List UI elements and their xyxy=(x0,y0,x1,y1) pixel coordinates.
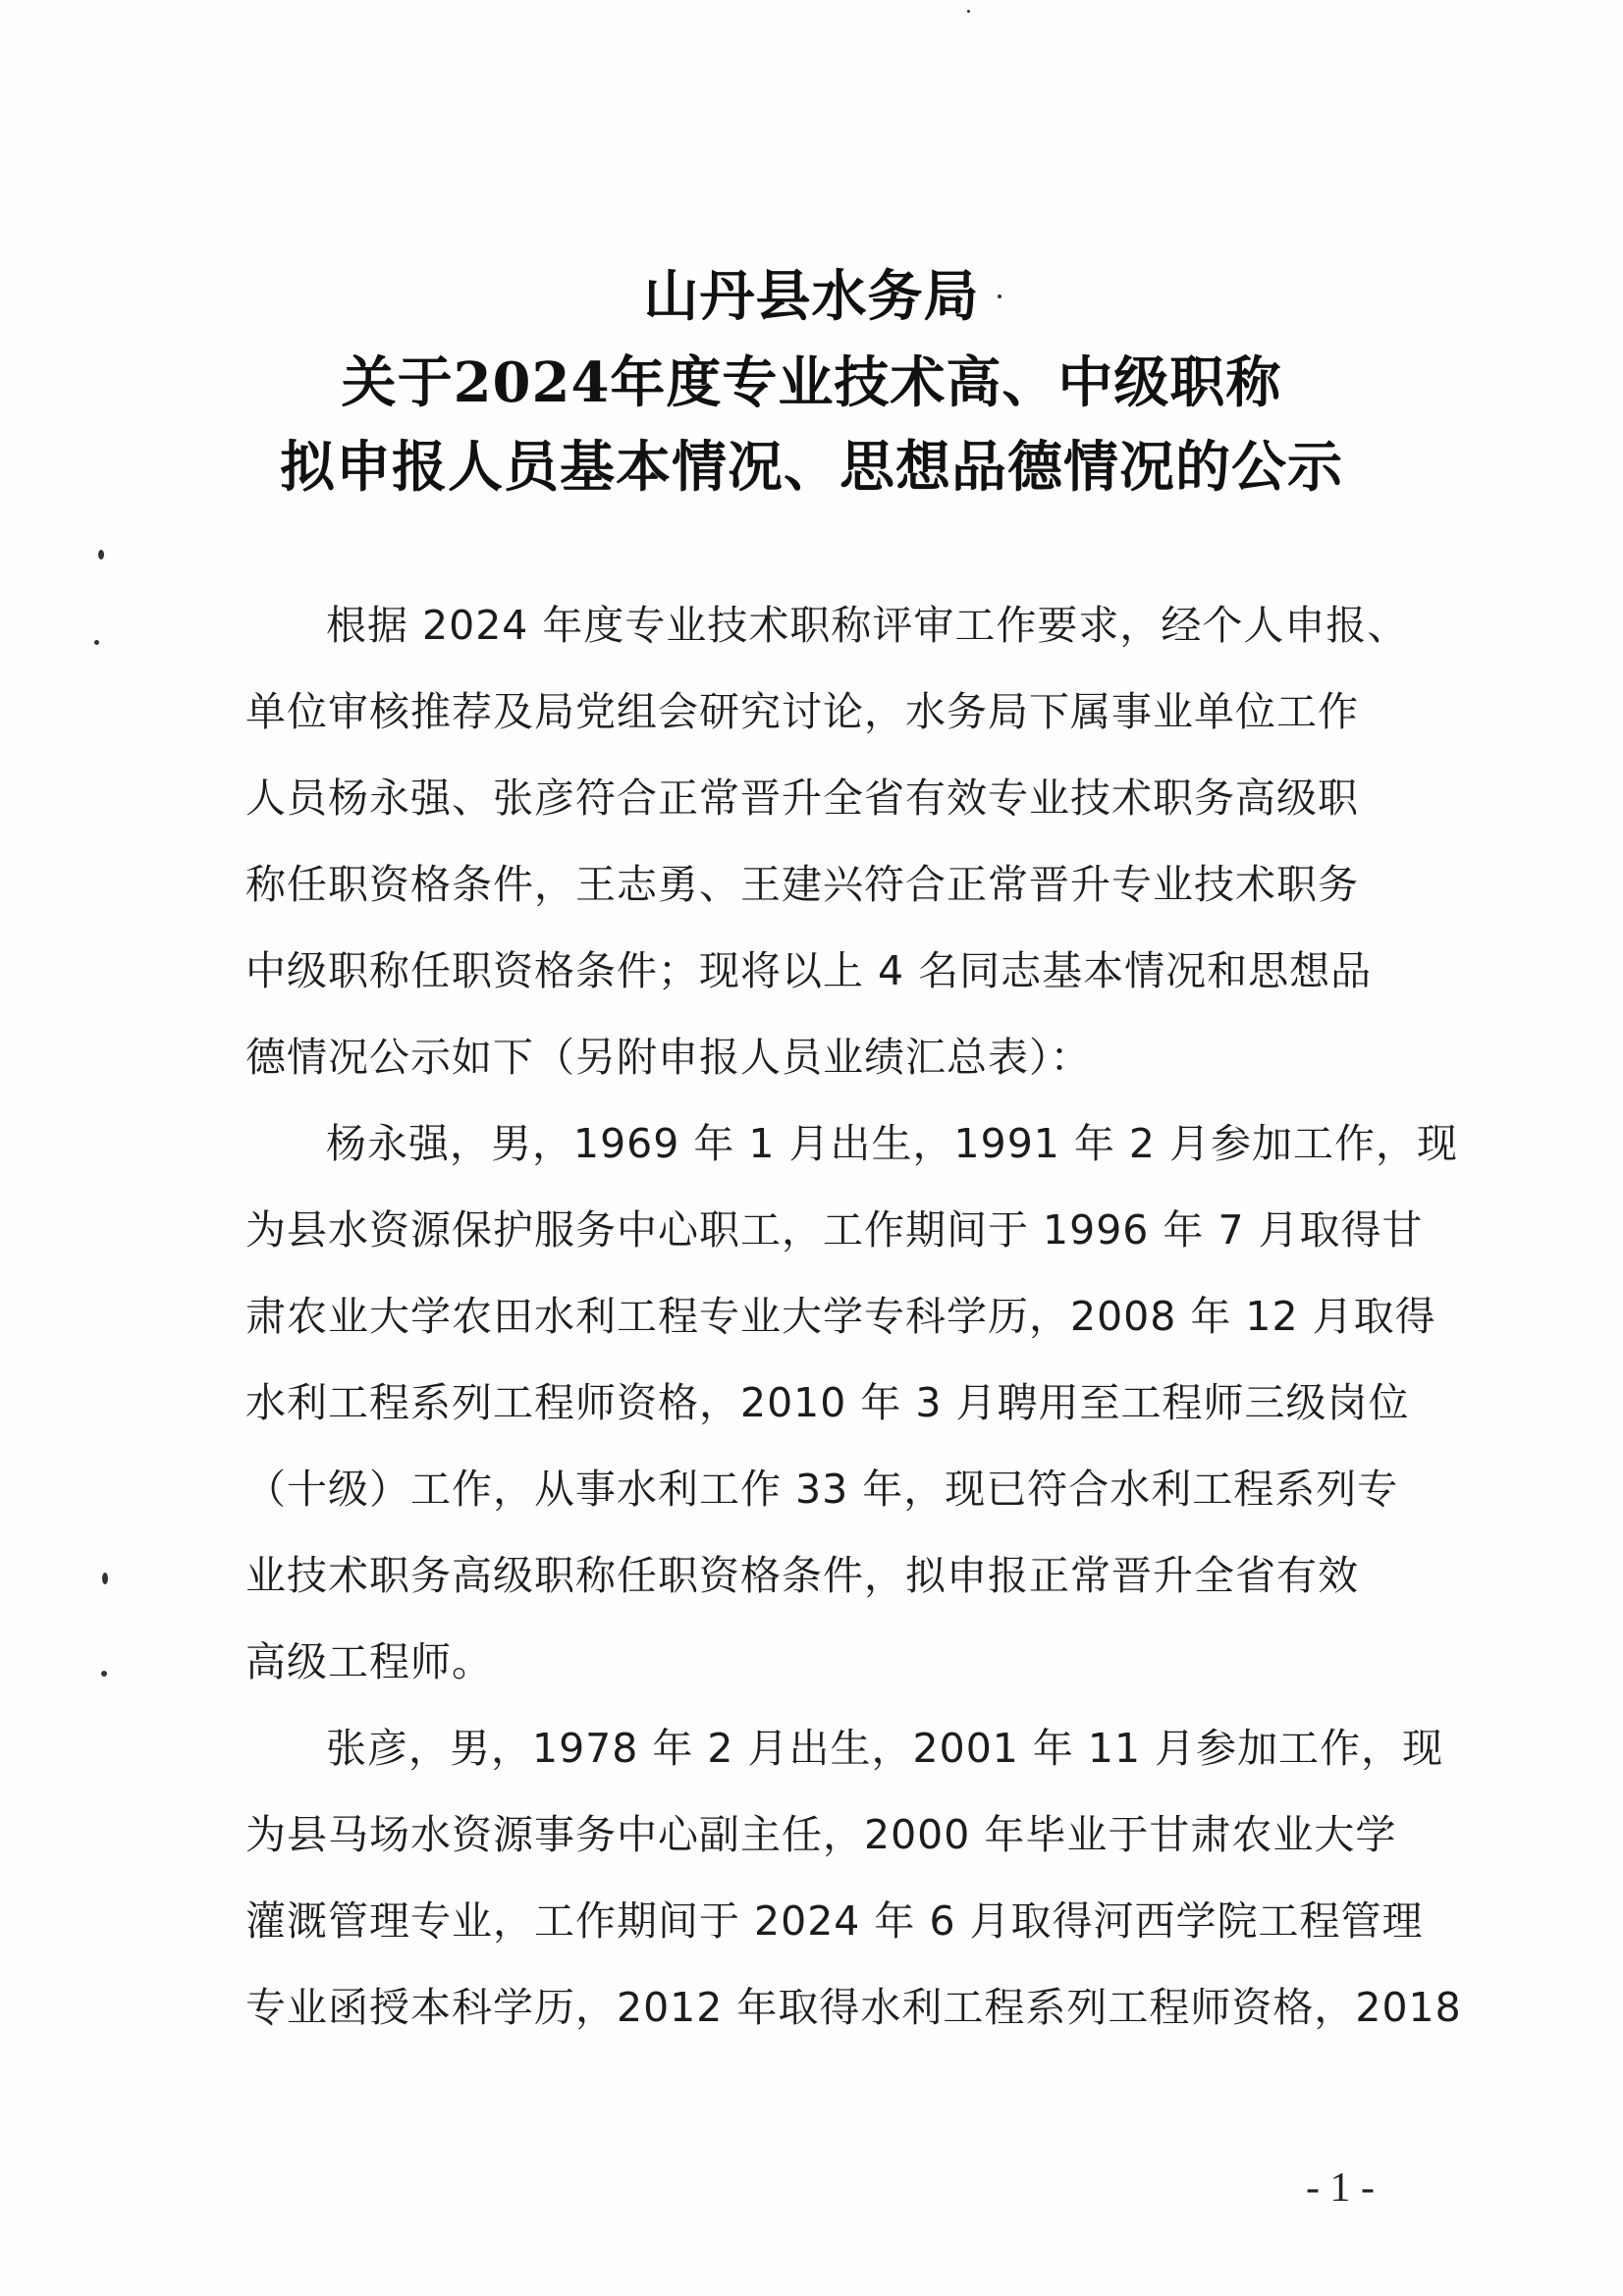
body-line-6: 德情况公示如下（另附申报人员业绩汇总表）： xyxy=(245,1034,1092,1081)
body-line-9: 肃农业大学农田水利工程专业大学专科学历，2008 年 12 月取得 xyxy=(245,1293,1436,1340)
body-line-16: 灌溉管理专业，工作期间于 2024 年 6 月取得河西学院工程管理 xyxy=(245,1897,1424,1945)
body-line-5: 中级职称任职资格条件；现将以上 4 名同志基本情况和思想品 xyxy=(245,947,1373,994)
body-line-1: 根据 2024 年度专业技术职称评审工作要求，经个人申报、 xyxy=(326,602,1409,649)
scan-speck xyxy=(967,10,970,13)
body-line-14: 张彦，男，1978 年 2 月出生，2001 年 11 月参加工作，现 xyxy=(326,1725,1444,1772)
scan-speck xyxy=(102,1573,108,1584)
page-number: - 1 - xyxy=(1306,2165,1375,2211)
body-line-10: 水利工程系列工程师资格，2010 年 3 月聘用至工程师三级岗位 xyxy=(245,1379,1410,1426)
body-line-17: 专业函授本科学历，2012 年取得水利工程系列工程师资格，2018 xyxy=(245,1984,1462,2031)
body-line-2: 单位审核推荐及局党组会研究讨论，水务局下属事业单位工作 xyxy=(245,688,1359,735)
body-line-12: 业技术职务高级职称任职资格条件，拟申报正常晋升全省有效 xyxy=(245,1552,1359,1599)
scan-speck xyxy=(94,640,99,645)
scan-speck xyxy=(998,294,1001,298)
title-line-3: 拟申报人员基本情况、思想品德情况的公示 xyxy=(280,435,1343,500)
body-line-7: 杨永强，男，1969 年 1 月出生，1991 年 2 月参加工作，现 xyxy=(326,1120,1459,1167)
title-line-2: 关于2024年度专业技术高、中级职称 xyxy=(341,350,1282,415)
scan-speck xyxy=(98,550,104,560)
body-line-4: 称任职资格条件，王志勇、王建兴符合正常晋升专业技术职务 xyxy=(245,861,1359,908)
scan-speck xyxy=(101,1671,107,1677)
body-line-3: 人员杨永强、张彦符合正常晋升全省有效专业技术职务高级职 xyxy=(245,774,1359,822)
body-line-8: 为县水资源保护服务中心职工，工作期间于 1996 年 7 月取得甘 xyxy=(245,1206,1424,1254)
body-line-13: 高级工程师。 xyxy=(245,1638,493,1685)
body-line-11: （十级）工作，从事水利工作 33 年，现已符合水利工程系列专 xyxy=(245,1466,1399,1513)
body-line-15: 为县马场水资源事务中心副主任，2000 年毕业于甘肃农业大学 xyxy=(245,1811,1397,1858)
title-line-1: 山丹县水务局 xyxy=(643,264,980,329)
